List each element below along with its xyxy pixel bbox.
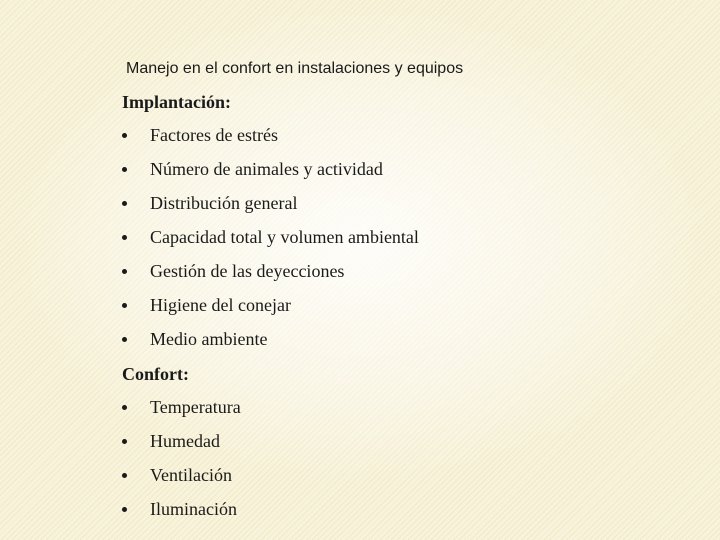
list-item-text: Factores de estrés: [150, 125, 278, 145]
bullet-icon: [122, 507, 127, 512]
section-heading-confort: Confort:: [122, 364, 189, 384]
bullet-icon: [122, 473, 127, 478]
list-item-text: Ventilación: [150, 465, 232, 485]
bullet-icon: [122, 167, 127, 172]
list-item-text: Medio ambiente: [150, 329, 268, 349]
bullet-icon: [122, 337, 127, 342]
bullet-icon: [122, 439, 127, 444]
bullet-icon: [122, 405, 127, 410]
list-item-text: Higiene del conejar: [150, 295, 291, 315]
list-item-text: Capacidad total y volumen ambiental: [150, 227, 419, 247]
bullet-icon: [122, 303, 127, 308]
bullet-icon: [122, 133, 127, 138]
bullet-icon: [122, 235, 127, 240]
list-item-text: Distribución general: [150, 193, 298, 213]
list-item-text: Temperatura: [150, 397, 241, 417]
bullet-icon: [122, 269, 127, 274]
list-item-text: Gestión de las deyecciones: [150, 261, 345, 281]
list-item-text: Iluminación: [150, 499, 237, 519]
list-item-text: Humedad: [150, 431, 220, 451]
bullet-icon: [122, 201, 127, 206]
slide-title: Manejo en el confort en instalaciones y equipos: [126, 60, 464, 77]
list-item-text: Número de animales y actividad: [150, 159, 383, 179]
section-heading-implantacion: Implantación:: [122, 92, 232, 112]
